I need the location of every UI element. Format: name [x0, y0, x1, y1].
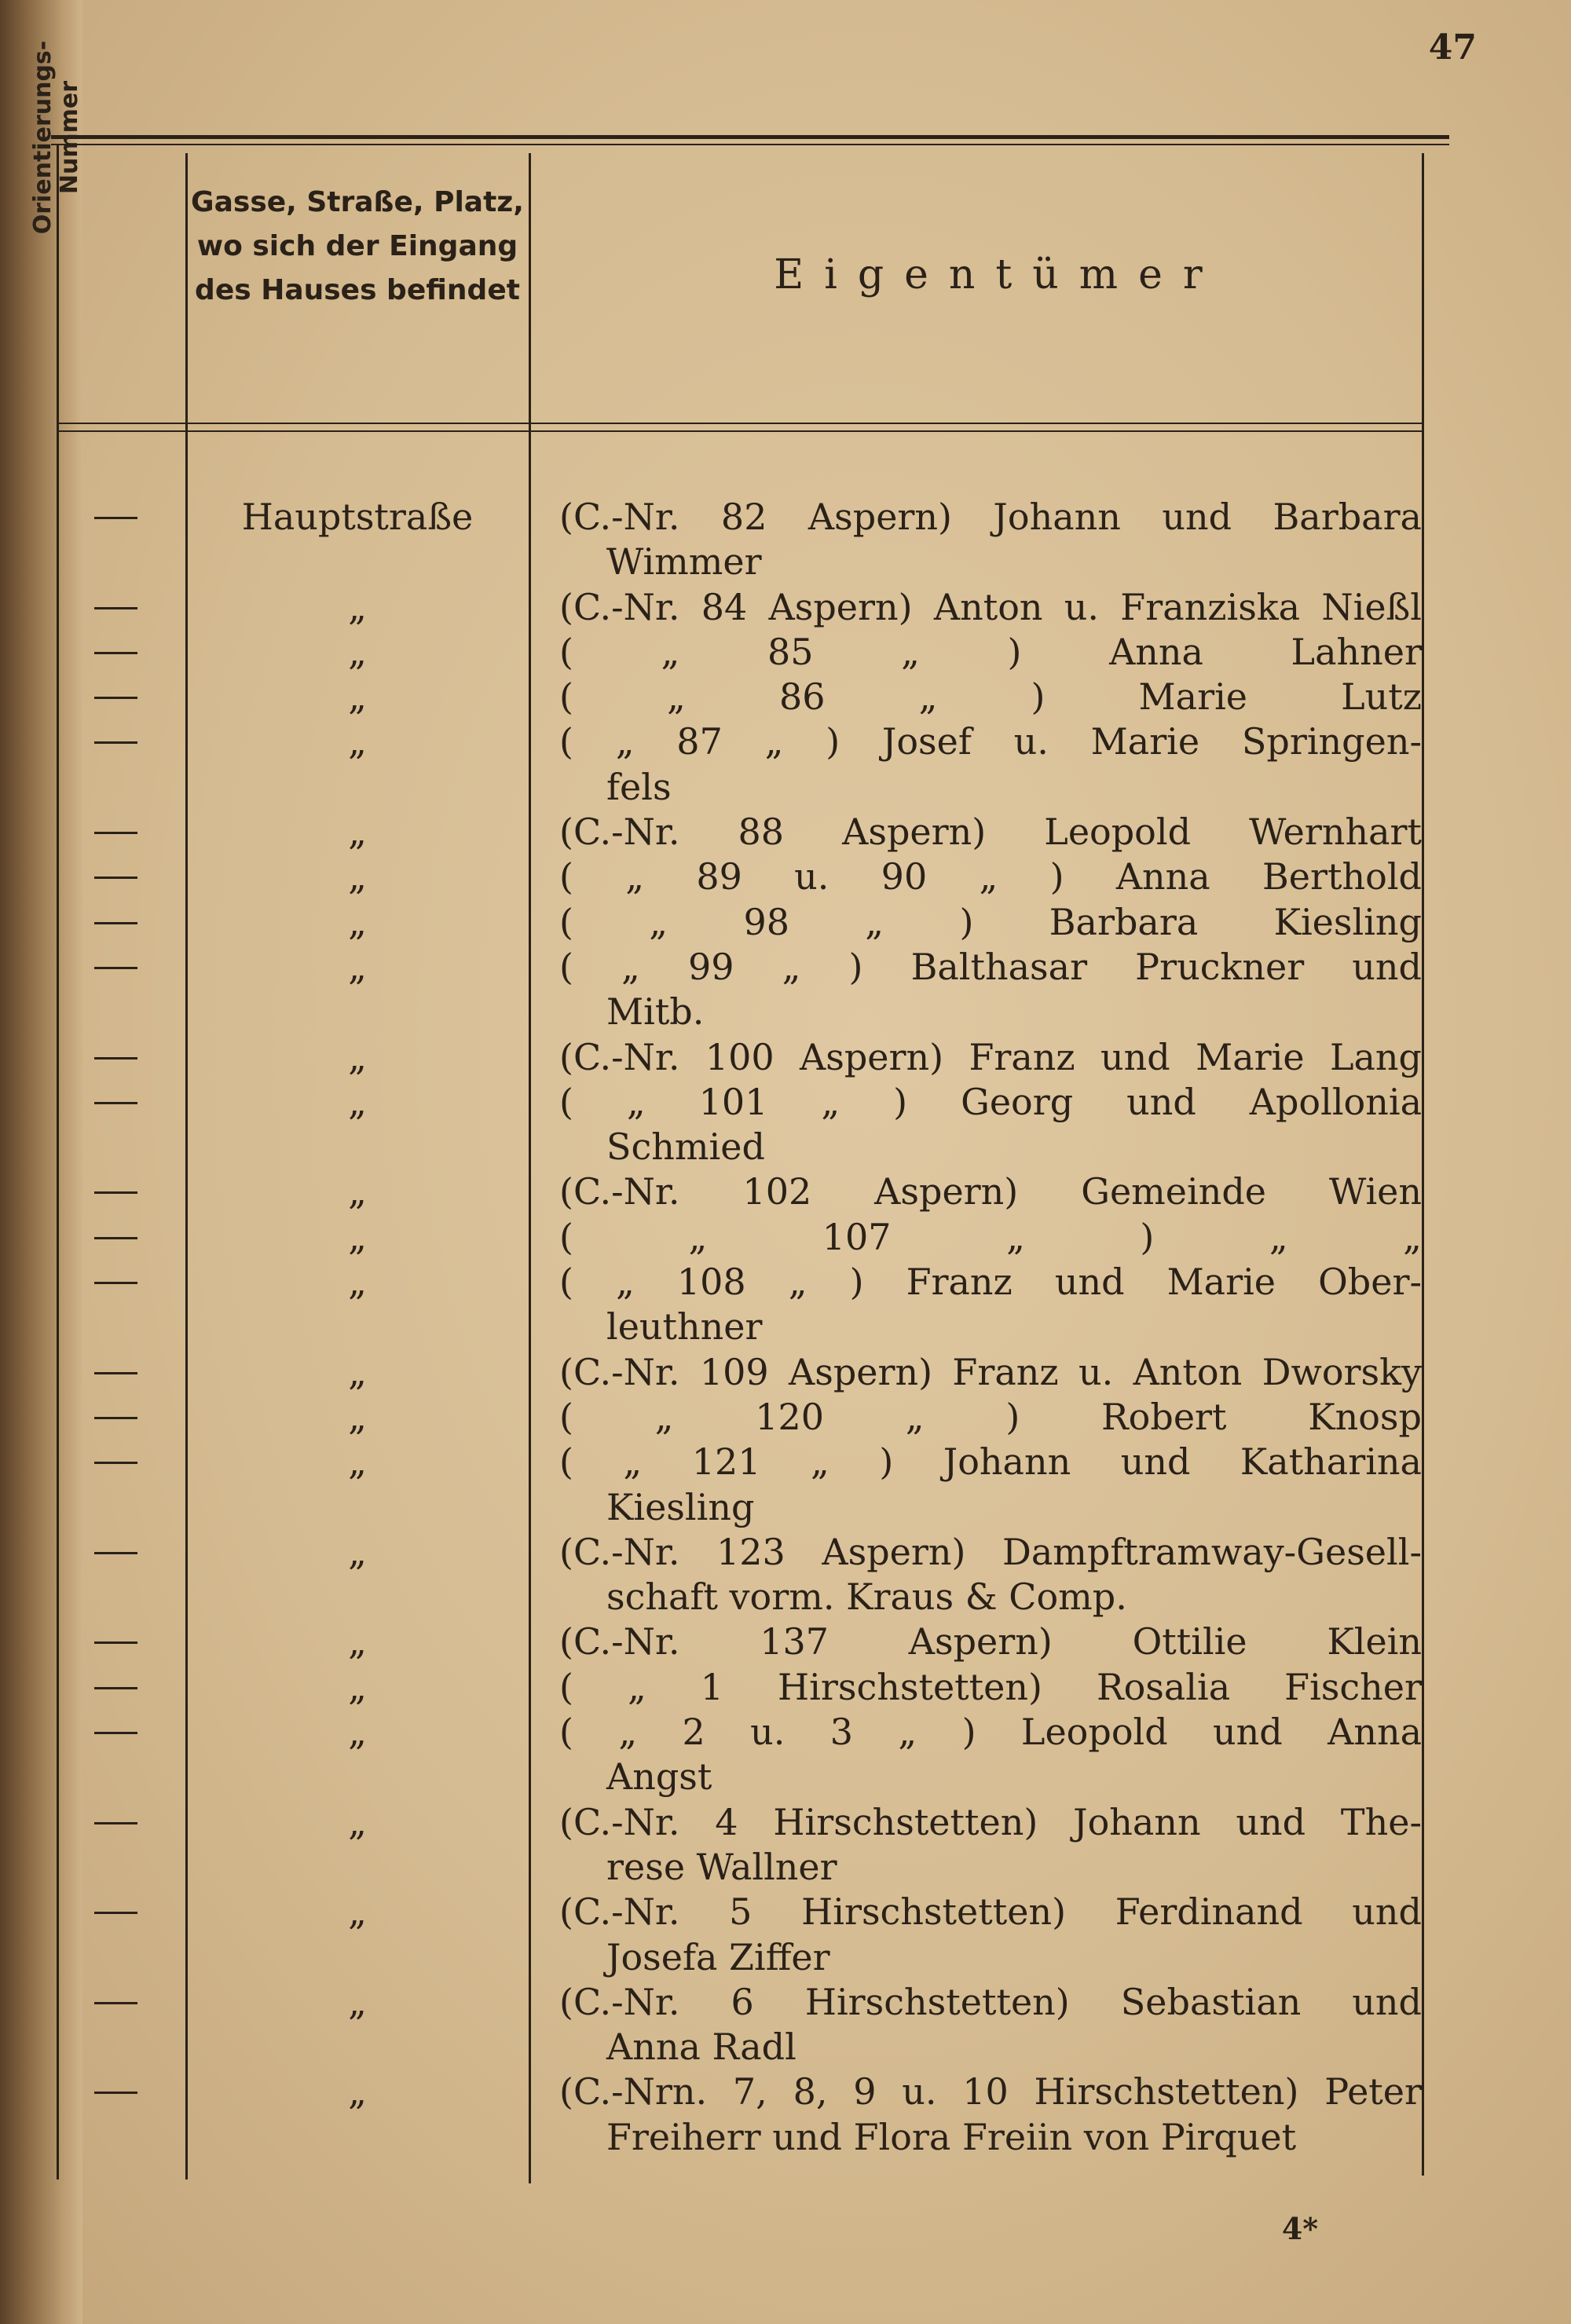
table-row [0, 1169, 1571, 1214]
orientation-number-dash [94, 741, 137, 744]
table-row [0, 1800, 1571, 1890]
street-name: „ [348, 1530, 367, 1573]
table-row [0, 630, 1571, 675]
table-row [0, 1395, 1571, 1440]
table-row [0, 1080, 1571, 1170]
table-row [0, 1440, 1571, 1530]
orientation-number-dash [94, 967, 137, 969]
owner-line-1: (C.-Nr. 4 Hirschstetten) Johann und The- [559, 1800, 1422, 1843]
header-orientation-number: Orientierungs-Nummer [29, 40, 83, 235]
table-row [0, 719, 1571, 810]
table-row [0, 1260, 1571, 1350]
street-name: „ [348, 1890, 367, 1934]
owner-line-1: ( „ 87 „ ) Josef u. Marie Springen- [559, 720, 1422, 763]
street-name: Hauptstraße [241, 496, 474, 538]
owner-entry [559, 1665, 1422, 1710]
street-name: „ [348, 1620, 367, 1663]
table-row [0, 2070, 1571, 2160]
owner-line-1: ( „ 2 u. 3 „ ) Leopold und Anna [559, 1711, 1422, 1754]
owner-line-2: schaft vorm. Kraus & Comp. [606, 1576, 1127, 1619]
owner-line-1: ( „ 101 „ ) Georg und Apollonia [559, 1080, 1422, 1123]
owner-entry [559, 1619, 1422, 1664]
owner-line-1: (C.-Nr. 109 Aspern) Franz u. Anton Dworsky [559, 1350, 1422, 1393]
owner-line-1: ( „ 108 „ ) Franz und Marie Ober- [559, 1261, 1422, 1304]
owner-line-1: ( „ 1 Hirschstetten) Rosalia Fischer [559, 1665, 1422, 1708]
street-name: „ [348, 2070, 367, 2114]
signature-mark: 4* [1281, 2211, 1319, 2246]
orientation-number-dash [94, 1417, 137, 1419]
table-row [0, 675, 1571, 719]
owner-line-2: Wimmer [606, 540, 762, 584]
orientation-number-dash [94, 1462, 137, 1464]
owner-line-2: Schmied [606, 1125, 765, 1169]
orientation-number-dash [94, 1102, 137, 1104]
street-name: „ [348, 720, 367, 763]
table-row [0, 1530, 1571, 1620]
owner-line-1: ( „ 89 u. 90 „ ) Anna Berthold [559, 855, 1422, 898]
owner-line-2: Kiesling [606, 1485, 755, 1528]
street-name: „ [348, 1711, 367, 1754]
orientation-number-dash [94, 832, 137, 834]
header-bottom-rule-2 [57, 430, 1422, 432]
street-name: „ [348, 1035, 367, 1078]
street-name: „ [348, 811, 367, 854]
street-name: „ [348, 1215, 367, 1258]
owner-line-2: Freiherr und Flora Freiin von Pirquet [606, 2115, 1297, 2158]
table-row [0, 1890, 1571, 1980]
owner-line-2: Angst [606, 1755, 712, 1799]
owner-line-2: Mitb. [606, 990, 705, 1034]
owner-entry [559, 1530, 1422, 1620]
owner-entry [559, 855, 1422, 899]
table-row [0, 1035, 1571, 1080]
owner-entry [559, 675, 1422, 719]
orientation-number-dash [94, 1237, 137, 1239]
orientation-number-dash [94, 2092, 137, 2094]
owner-entry [559, 630, 1422, 675]
street-name: „ [348, 1261, 367, 1304]
owner-entry [559, 1035, 1422, 1080]
table-row [0, 1619, 1571, 1664]
orientation-number-dash [94, 922, 137, 924]
owner-entry [559, 1440, 1422, 1530]
orientation-number-dash [94, 517, 137, 519]
owner-line-1: (C.-Nr. 84 Aspern) Anton u. Franziska Nießl [559, 585, 1422, 628]
owner-entry [559, 1890, 1422, 1980]
orientation-number-dash [94, 1732, 137, 1734]
owner-line-1: (C.-Nr. 6 Hirschstetten) Sebastian und [559, 1980, 1422, 2023]
owner-entry [559, 495, 1422, 585]
owner-entry [559, 1350, 1422, 1395]
owner-entry [559, 810, 1422, 855]
owner-line-1: ( „ 107 „ ) „ „ [559, 1215, 1422, 1258]
table-row [0, 1665, 1571, 1710]
orientation-number-dash [94, 697, 137, 699]
owner-entry [559, 1169, 1422, 1214]
owner-line-2: Josefa Ziffer [606, 1935, 830, 1978]
owner-entry [559, 1800, 1422, 1890]
top-double-rule-thick [51, 135, 1449, 139]
orientation-number-dash [94, 1191, 137, 1194]
owner-line-2: Anna Radl [606, 2026, 796, 2069]
table-row [0, 855, 1571, 899]
orientation-number-dash [94, 1687, 137, 1689]
orientation-number-dash [94, 1912, 137, 1914]
owner-entry [559, 1710, 1422, 1800]
street-name: „ [348, 1980, 367, 2023]
owner-line-2: leuthner [606, 1305, 763, 1349]
table-row [0, 1215, 1571, 1260]
orientation-number-dash [94, 1822, 137, 1824]
table-row [0, 1980, 1571, 2070]
orientation-number-dash [94, 607, 137, 609]
table-row [0, 900, 1571, 945]
owner-line-1: (C.-Nrn. 7, 8, 9 u. 10 Hirschstetten) Peter [559, 2070, 1422, 2114]
owner-entry [559, 1395, 1422, 1440]
street-name: „ [348, 1800, 367, 1843]
owner-entry [559, 2070, 1422, 2160]
orientation-number-dash [94, 1641, 137, 1644]
owner-line-1: (C.-Nr. 137 Aspern) Ottilie Klein [559, 1620, 1422, 1663]
street-name: „ [348, 1350, 367, 1393]
street-name: „ [348, 900, 367, 943]
street-name: „ [348, 1395, 367, 1438]
orientation-number-dash [94, 1282, 137, 1284]
street-name: „ [348, 945, 367, 988]
orientation-number-dash [94, 877, 137, 879]
orientation-number-dash [94, 1372, 137, 1374]
owner-list [0, 495, 1571, 2160]
street-name: „ [348, 630, 367, 673]
page-number: 47 [1428, 27, 1477, 68]
street-name: „ [348, 1170, 367, 1213]
street-name: „ [348, 585, 367, 628]
owner-line-2: rese Wallner [606, 1845, 837, 1888]
owner-entry [559, 945, 1422, 1035]
table-row [0, 495, 1571, 585]
header-bottom-rule [57, 423, 1422, 424]
table-row [0, 1710, 1571, 1800]
owner-line-1: (C.-Nr. 5 Hirschstetten) Ferdinand und [559, 1890, 1422, 1934]
table-row [0, 585, 1571, 630]
street-name: „ [348, 1665, 367, 1708]
owner-line-1: ( „ 99 „ ) Balthasar Pruckner und [559, 945, 1422, 988]
owner-entry [559, 1080, 1422, 1170]
orientation-number-dash [94, 1552, 137, 1554]
owner-line-1: (C.-Nr. 88 Aspern) Leopold Wernhart [559, 811, 1422, 854]
owner-entry [559, 1260, 1422, 1350]
table-row [0, 810, 1571, 855]
owner-line-1: (C.-Nr. 100 Aspern) Franz und Marie Lang [559, 1035, 1422, 1078]
street-name: „ [348, 1440, 367, 1484]
owner-entry [559, 1215, 1422, 1260]
owner-line-1: (C.-Nr. 82 Aspern) Johann und Barbara [559, 496, 1422, 538]
orientation-number-dash [94, 2002, 137, 2004]
owner-entry [559, 1980, 1422, 2070]
table-row [0, 945, 1571, 1035]
header-street: Gasse, Straße, Platz, wo sich der Eingang des Hauses befindet [191, 186, 524, 306]
owner-line-2: fels [606, 765, 672, 808]
owner-line-1: ( „ 86 „ ) Marie Lutz [559, 675, 1422, 719]
owner-entry [559, 719, 1422, 810]
top-double-rule-thin [51, 144, 1449, 145]
owner-line-1: ( „ 120 „ ) Robert Knosp [559, 1395, 1422, 1438]
owner-line-1: (C.-Nr. 123 Aspern) Dampftramway-Gesell- [559, 1530, 1422, 1573]
owner-entry [559, 585, 1422, 630]
street-name: „ [348, 1080, 367, 1123]
orientation-number-dash [94, 1057, 137, 1060]
owner-line-1: ( „ 98 „ ) Barbara Kiesling [559, 900, 1422, 943]
header-owner: Eigentümer [774, 251, 1223, 298]
owner-entry [559, 900, 1422, 945]
table-row [0, 1350, 1571, 1395]
owner-line-1: ( „ 85 „ ) Anna Lahner [559, 630, 1422, 673]
orientation-number-dash [94, 652, 137, 654]
owner-line-1: ( „ 121 „ ) Johann und Katharina [559, 1440, 1422, 1484]
owner-line-1: (C.-Nr. 102 Aspern) Gemeinde Wien [559, 1170, 1422, 1213]
street-name: „ [348, 855, 367, 898]
street-name: „ [348, 675, 367, 719]
